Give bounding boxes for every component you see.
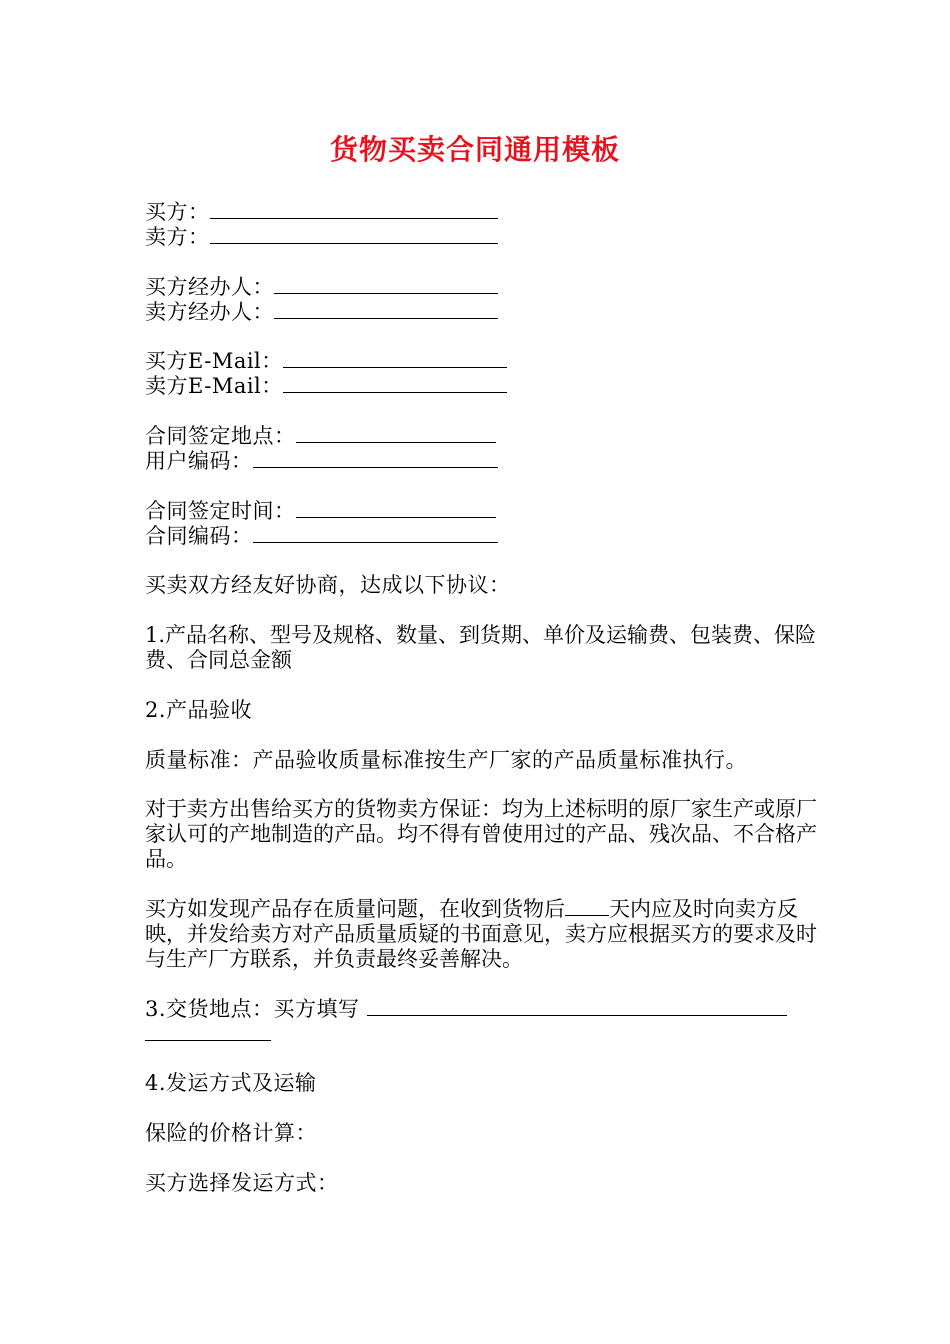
sign-time-label: 合同签定时间： (145, 499, 296, 523)
buyer-field (145, 200, 498, 225)
intro-text: 买卖双方经友好协商，达成以下协议： (145, 573, 511, 597)
contract-code-blank[interactable] (253, 524, 498, 543)
buyer-blank[interactable] (210, 200, 498, 219)
shipping-choice-text: 买方选择发运方式： (145, 1171, 339, 1195)
quality-standard-text: 质量标准：产品验收质量标准按生产厂家的产品质量标准执行。 (145, 748, 747, 772)
contract-code-label: 合同编码： (145, 524, 253, 548)
seller-agent-blank[interactable] (274, 300, 498, 319)
seller-label: 卖方： (145, 225, 210, 249)
sign-time-blank[interactable] (296, 499, 496, 518)
sign-place-label: 合同签定地点： (145, 424, 296, 448)
user-code-label: 用户编码： (145, 449, 253, 473)
section-3-continued (145, 1022, 271, 1047)
seller-email-label: 卖方E-Mail： (145, 374, 283, 398)
section-3-label: 3.交货地点：买方填写 (145, 997, 360, 1021)
seller-field (145, 225, 498, 250)
section-4-heading: 4.发运方式及运输 (145, 1071, 317, 1095)
sign-place-blank[interactable] (296, 424, 496, 443)
buyer-agent-blank[interactable] (274, 275, 498, 294)
delivery-place-blank[interactable] (367, 997, 787, 1016)
insurance-price-text: 保险的价格计算： (145, 1121, 317, 1145)
days-blank[interactable] (565, 897, 609, 916)
seller-email-field (145, 374, 507, 399)
quality-issue-text-1: 买方如发现产品存在质量问题，在收到货物后 (145, 897, 565, 921)
buyer-email-blank[interactable] (283, 349, 507, 368)
seller-email-blank[interactable] (283, 374, 507, 393)
seller-agent-field (145, 300, 498, 325)
buyer-email-label: 买方E-Mail： (145, 349, 283, 373)
quality-issue-text-2: 天内应及时向卖方反映，并发给卖方对产品质量质疑的书面意见，卖方应根据买方的要求及时与生产厂方联系，并负责最终妥善解决。 (145, 897, 817, 971)
section-3-field (145, 997, 787, 1022)
sign-place-field (145, 424, 496, 449)
user-code-blank[interactable] (253, 449, 498, 468)
delivery-place-blank-continued[interactable] (145, 1022, 271, 1041)
buyer-agent-field (145, 275, 498, 300)
quality-issue-paragraph (145, 897, 825, 972)
user-code-field (145, 449, 498, 474)
seller-blank[interactable] (210, 225, 498, 244)
sign-time-field (145, 499, 496, 524)
guarantee-text: 对于卖方出售给买方的货物卖方保证：均为上述标明的原厂家生产或原厂家认可的产地制造的产品。均不得有曾使用过的产品、残次品、不合格产品。 (145, 797, 817, 871)
buyer-email-field (145, 349, 507, 374)
contract-code-field (145, 524, 498, 549)
seller-agent-label: 卖方经办人： (145, 300, 274, 324)
section-1-text: 1.产品名称、型号及规格、数量、到货期、单价及运输费、包装费、保险费、合同总金额 (145, 623, 817, 672)
section-2-heading: 2.产品验收 (145, 698, 253, 722)
document-title: 货物买卖合同通用模板 (329, 133, 620, 166)
buyer-label: 买方： (145, 200, 210, 224)
buyer-agent-label: 买方经办人： (145, 275, 274, 299)
